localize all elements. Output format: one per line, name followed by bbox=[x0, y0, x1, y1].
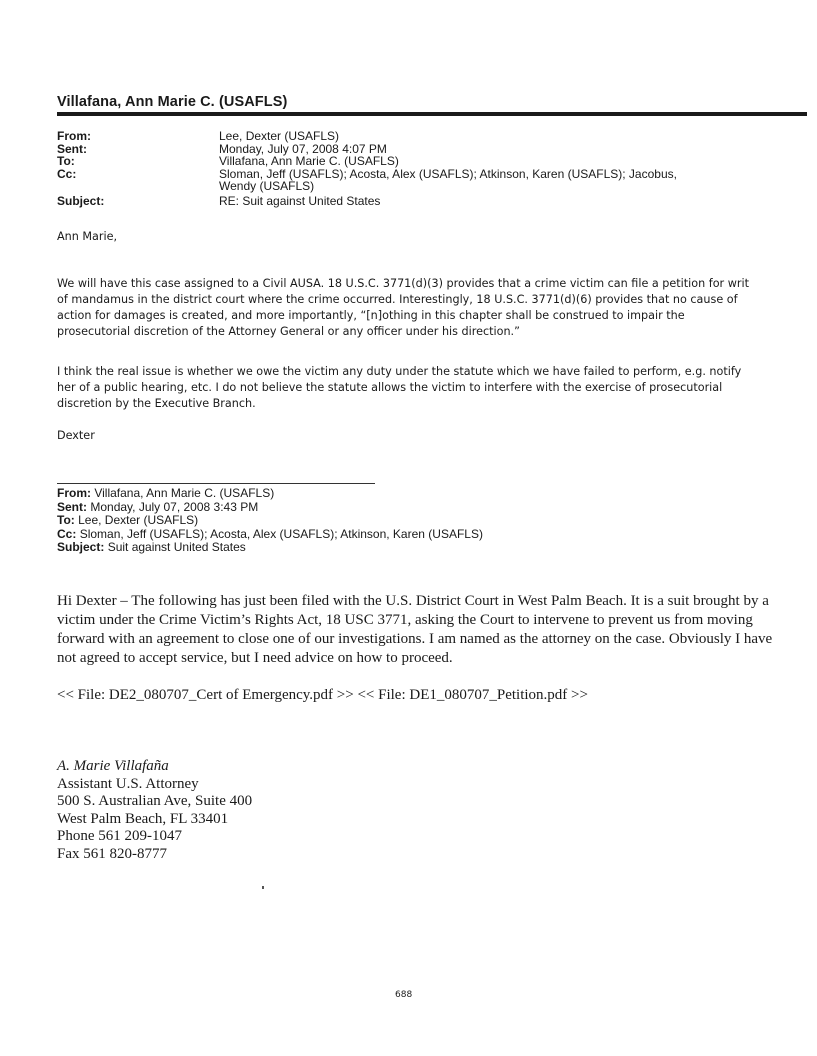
from-value: Lee, Dexter (USAFLS) bbox=[219, 129, 340, 143]
fwd-subject-row bbox=[57, 541, 777, 555]
reply-greeting: Ann Marie, bbox=[57, 230, 118, 243]
signature-address-2: West Palm Beach, FL 33401 bbox=[57, 810, 229, 827]
fwd-from-label: From: bbox=[57, 486, 91, 500]
fwd-sent-label: Sent: bbox=[57, 499, 87, 514]
header-subject-row bbox=[57, 195, 777, 208]
signature-fax: Fax 561 820-8777 bbox=[57, 845, 167, 862]
cc-label: Cc: bbox=[57, 166, 77, 181]
subject-label: Subject: bbox=[57, 193, 105, 208]
page-number: 688 bbox=[395, 990, 413, 1000]
header-from-row bbox=[57, 130, 777, 143]
cc-value bbox=[219, 168, 777, 193]
signature-name: A. Marie Villafaña bbox=[57, 758, 169, 774]
signature-title: Assistant U.S. Attorney bbox=[57, 775, 199, 792]
fwd-sent-value: Monday, July 07, 2008 3:43 PM bbox=[90, 499, 259, 514]
sent-value: Monday, July 07, 2008 4:07 PM bbox=[219, 141, 387, 156]
forward-separator bbox=[57, 483, 375, 484]
fwd-sent-row bbox=[57, 501, 777, 515]
fwd-cc-label: Cc: bbox=[57, 526, 77, 541]
reply-paragraph-1: We will have this case assigned to a Civil AUSA. 18 U.S.C. 3771(d)(3) provides that a crime victim can file a petition for writ of mandamus in the district court where the crime occurred. Interestingly, 18 U.S.C. 3771(d)(6) provides that no cause of action for damages is created, and more importantly, “[n]othing in this chapter shall be construed to impair the prosecutorial discretion of the Attorney General or any officer under his direction.” bbox=[57, 277, 749, 338]
sent-label: Sent: bbox=[57, 141, 87, 156]
fwd-cc-row bbox=[57, 528, 777, 542]
fwd-subject-value: Suit against United States bbox=[107, 540, 246, 554]
attachments-line[interactable]: << File: DE2_080707_Cert of Emergency.pdf >> << File: DE1_080707_Petition.pdf >> bbox=[57, 687, 588, 703]
fwd-from-value: Villafana, Ann Marie C. (USAFLS) bbox=[94, 486, 275, 500]
fwd-cc-value: Sloman, Jeff (USAFLS); Acosta, Alex (USAFLS); Atkinson, Karen (USAFLS) bbox=[79, 526, 483, 541]
reply-paragraph-2: I think the real issue is whether we owe the victim any duty under the statute which we have failed to perform, e.g. notify her of a public hearing, etc. I do not believe the statute allows the victim to interfere with the exercise of prosecutorial discretion by the Executive Branch. bbox=[57, 365, 742, 410]
signature-address-1: 500 S. Australian Ave, Suite 400 bbox=[57, 793, 253, 809]
from-label: From: bbox=[57, 129, 91, 143]
cc-value-line2: Wendy (USAFLS) bbox=[219, 179, 315, 193]
title-divider bbox=[57, 112, 807, 116]
original-message-paragraph: Hi Dexter – The following has just been filed with the U.S. District Court in West Palm Beach. It is a suit brought by a victim under the Crime Victim’s Rights Act, 18 USC 3771, asking the Court to intervene to prevent us from moving forward with an agreement to close one of our investigations. I am named as the attorney on the case. Obviously I have not agreed to accept service, but I need advice on how to proceed. bbox=[57, 593, 773, 666]
signature-block bbox=[57, 758, 252, 863]
forwarded-header bbox=[57, 487, 777, 555]
to-label: To: bbox=[57, 154, 75, 168]
scan-speck bbox=[262, 886, 264, 889]
fwd-from-row bbox=[57, 487, 777, 501]
subject-value: RE: Suit against United States bbox=[219, 193, 381, 208]
header-cc-row bbox=[57, 168, 777, 193]
email-header bbox=[57, 130, 777, 207]
to-value: Villafana, Ann Marie C. (USAFLS) bbox=[219, 154, 399, 168]
fwd-to-row bbox=[57, 514, 777, 528]
fwd-to-label: To: bbox=[57, 513, 75, 527]
reply-signoff: Dexter bbox=[57, 429, 95, 442]
cc-value-line1: Sloman, Jeff (USAFLS); Acosta, Alex (USAFLS); Atkinson, Karen (USAFLS); Jacobus, bbox=[219, 166, 677, 181]
mailbox-owner-title: Villafana, Ann Marie C. (USAFLS) bbox=[57, 94, 288, 110]
fwd-to-value: Lee, Dexter (USAFLS) bbox=[78, 513, 199, 527]
signature-phone: Phone 561 209-1047 bbox=[57, 828, 182, 844]
fwd-subject-label: Subject: bbox=[57, 540, 105, 554]
header-sent-row bbox=[57, 143, 777, 156]
